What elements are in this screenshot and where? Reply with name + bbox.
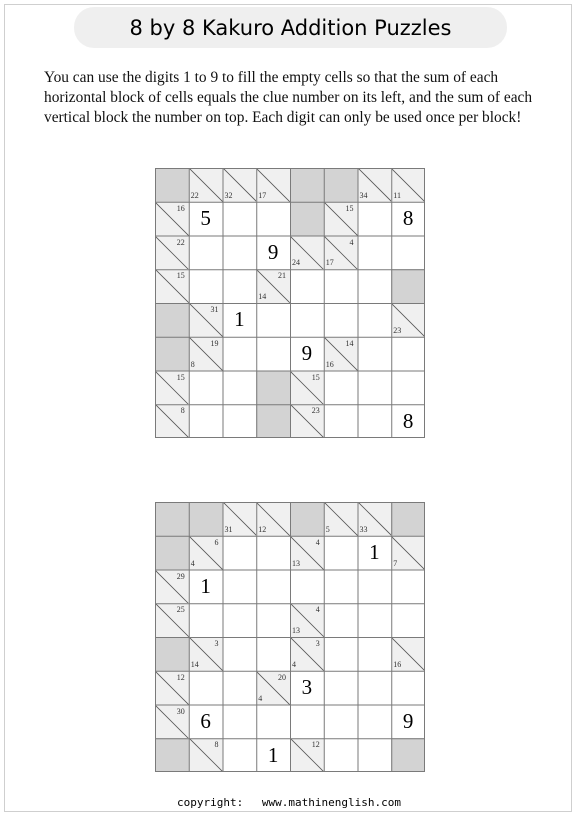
- across-clue: 16: [176, 203, 185, 213]
- down-clue: 5: [325, 524, 330, 534]
- across-clue: 12: [176, 672, 185, 682]
- down-clue: 32: [224, 190, 233, 200]
- across-clue: 21: [278, 271, 286, 281]
- across-clue: 3: [315, 639, 320, 648]
- down-clue: 13: [292, 558, 300, 568]
- across-clue: 15: [345, 203, 354, 213]
- across-clue: 12: [311, 740, 320, 750]
- down-clue: 13: [292, 626, 300, 635]
- across-clue: 8: [214, 740, 219, 750]
- down-clue: 34: [359, 190, 368, 200]
- grid-lines: [155, 502, 426, 773]
- given-digit: 9: [301, 341, 313, 366]
- down-clue: 23: [393, 325, 402, 335]
- across-clue: 4: [315, 537, 320, 547]
- across-clue: 14: [345, 338, 354, 348]
- down-clue: 12: [258, 524, 267, 534]
- across-clue: 22: [176, 237, 185, 247]
- down-clue: 4: [190, 558, 195, 568]
- down-clue: 24: [292, 258, 300, 268]
- kakuro-puzzle-2: [155, 502, 425, 772]
- down-clue: 8: [190, 359, 195, 369]
- across-clue: 15: [311, 372, 320, 382]
- given-digit: 3: [301, 675, 313, 700]
- down-clue: 14: [258, 292, 267, 301]
- down-clue: 4: [258, 693, 263, 703]
- across-clue: 4: [315, 605, 320, 615]
- down-clue: 17: [258, 190, 267, 200]
- across-clue: 15: [176, 271, 185, 281]
- grid-lines: [155, 168, 426, 439]
- down-clue: 33: [359, 524, 368, 534]
- across-clue: 30: [176, 706, 185, 716]
- given-digit: 1: [369, 540, 380, 565]
- given-digit: 6: [200, 708, 211, 733]
- given-digit: 8: [402, 408, 414, 433]
- kakuro-puzzle-1: [155, 168, 425, 438]
- copyright-site-link[interactable]: www.mathinenglish.com: [261, 796, 401, 809]
- across-clue: 4: [349, 237, 354, 247]
- across-clue: 29: [176, 571, 185, 581]
- copyright-label: copyright:: [177, 796, 244, 809]
- given-digit: 1: [200, 573, 211, 598]
- across-clue: 6: [214, 537, 219, 547]
- across-clue: 8: [180, 406, 185, 416]
- given-digit: 1: [234, 307, 245, 332]
- title-banner: [74, 7, 507, 48]
- instructions-text: You can use the digits 1 to 9 to fill the empty cells so that the sum of each horizontal block of cells equals the clue number on its left, and the sum of each vertical block the number on top. Each digit can only be used once per block!: [44, 69, 533, 126]
- down-clue: 11: [393, 190, 401, 200]
- page-title: 8 by 8 Kakuro Addition Puzzles: [129, 15, 452, 40]
- given-digit: 9: [267, 239, 279, 264]
- footer: [0, 796, 578, 809]
- down-clue: 22: [190, 190, 199, 200]
- across-clue: 19: [210, 338, 219, 348]
- down-clue: 14: [190, 659, 199, 669]
- across-clue: 23: [311, 406, 320, 416]
- across-clue: 3: [214, 639, 219, 648]
- down-clue: 31: [224, 524, 233, 534]
- given-digit: 8: [402, 206, 414, 231]
- across-clue: 31: [210, 305, 219, 314]
- down-clue: 4: [292, 659, 296, 669]
- down-clue: 16: [393, 659, 402, 669]
- given-digit: 9: [402, 708, 414, 733]
- across-clue: 25: [176, 605, 185, 615]
- given-digit: 1: [267, 742, 279, 767]
- down-clue: 16: [325, 359, 334, 369]
- given-digit: 5: [200, 206, 211, 231]
- down-clue: 7: [393, 558, 398, 568]
- down-clue: 17: [325, 258, 334, 268]
- across-clue: 15: [176, 372, 185, 382]
- across-clue: 20: [278, 672, 286, 682]
